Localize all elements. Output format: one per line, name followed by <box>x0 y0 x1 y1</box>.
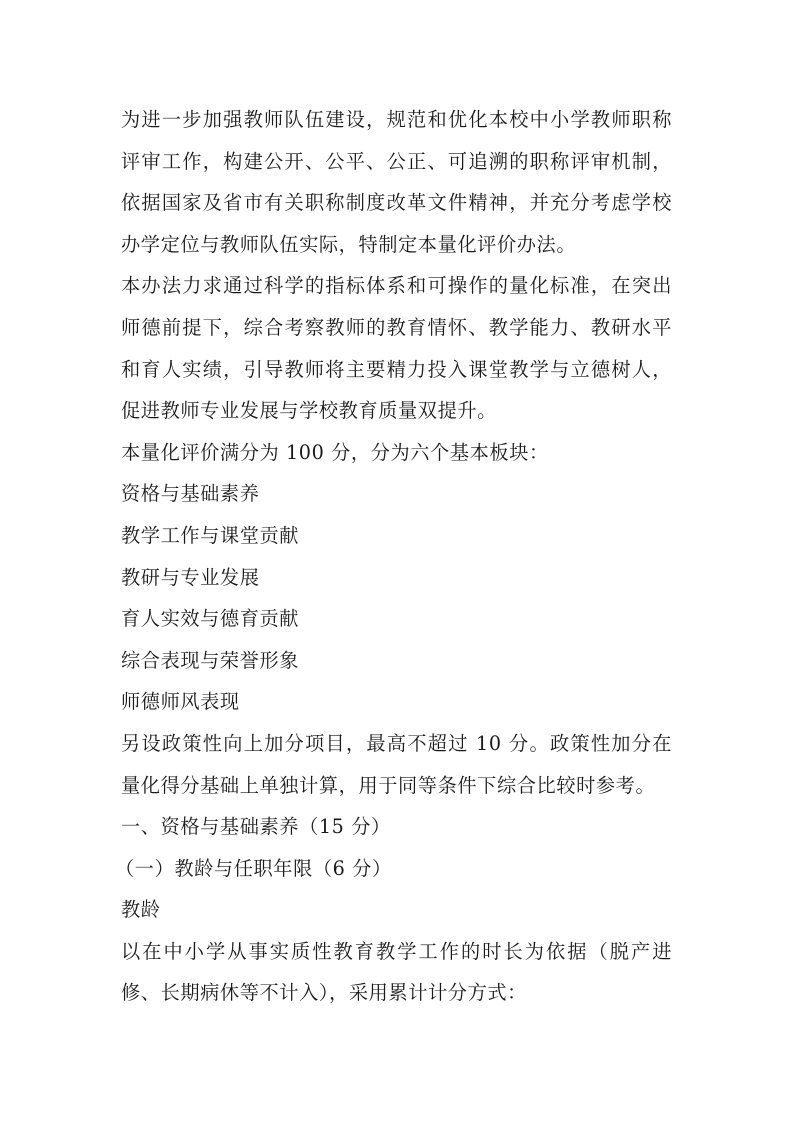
subsection-heading: （一）教龄与任职年限（6 分） <box>115 856 392 880</box>
module-item: 教研与专业发展 <box>121 565 260 589</box>
intro-paragraph-purpose: 为进一步加强教师队伍建设，规范和优化本校中小学教师职称评审工作，构建公开、公平、公正、可追溯的职称评审机制，依据国家及省市有关职称制度改革文件精神，并充分考虑学校办学定位与教师队伍实际，特制定本量化评价办法。 <box>121 108 672 256</box>
module-item: 综合表现与荣誉形象 <box>121 648 300 672</box>
item-description: 以在中小学从事实质性教育教学工作的时长为依据（脱产进修、长期病休等不计入），采用累计计分方式： <box>121 939 672 1005</box>
module-list <box>121 473 672 723</box>
module-item: 师德师风表现 <box>121 690 240 714</box>
document-page <box>115 99 672 1014</box>
bonus-paragraph: 另设政策性向上加分项目，最高不超过 10 分。政策性加分在量化得分基础上单独计算，用于同等条件下综合比较时参考。 <box>121 731 672 797</box>
intro-paragraph-score-structure: 本量化评价满分为 100 分，分为六个基本板块： <box>121 440 549 464</box>
module-item: 资格与基础素养 <box>121 482 260 506</box>
item-title: 教龄 <box>121 898 161 922</box>
module-item: 育人实效与德育贡献 <box>121 607 300 631</box>
module-item: 教学工作与课堂贡献 <box>121 523 300 547</box>
section-heading: 一、资格与基础素养（15 分） <box>121 815 391 839</box>
intro-paragraph-goals: 本办法力求通过科学的指标体系和可操作的量化标准，在突出师德前提下，综合考察教师的教育情怀、教学能力、教研水平和育人实绩，引导教师将主要精力投入课堂教学与立德树人，促进教师专业发展与学校教育质量双提升。 <box>121 274 672 423</box>
